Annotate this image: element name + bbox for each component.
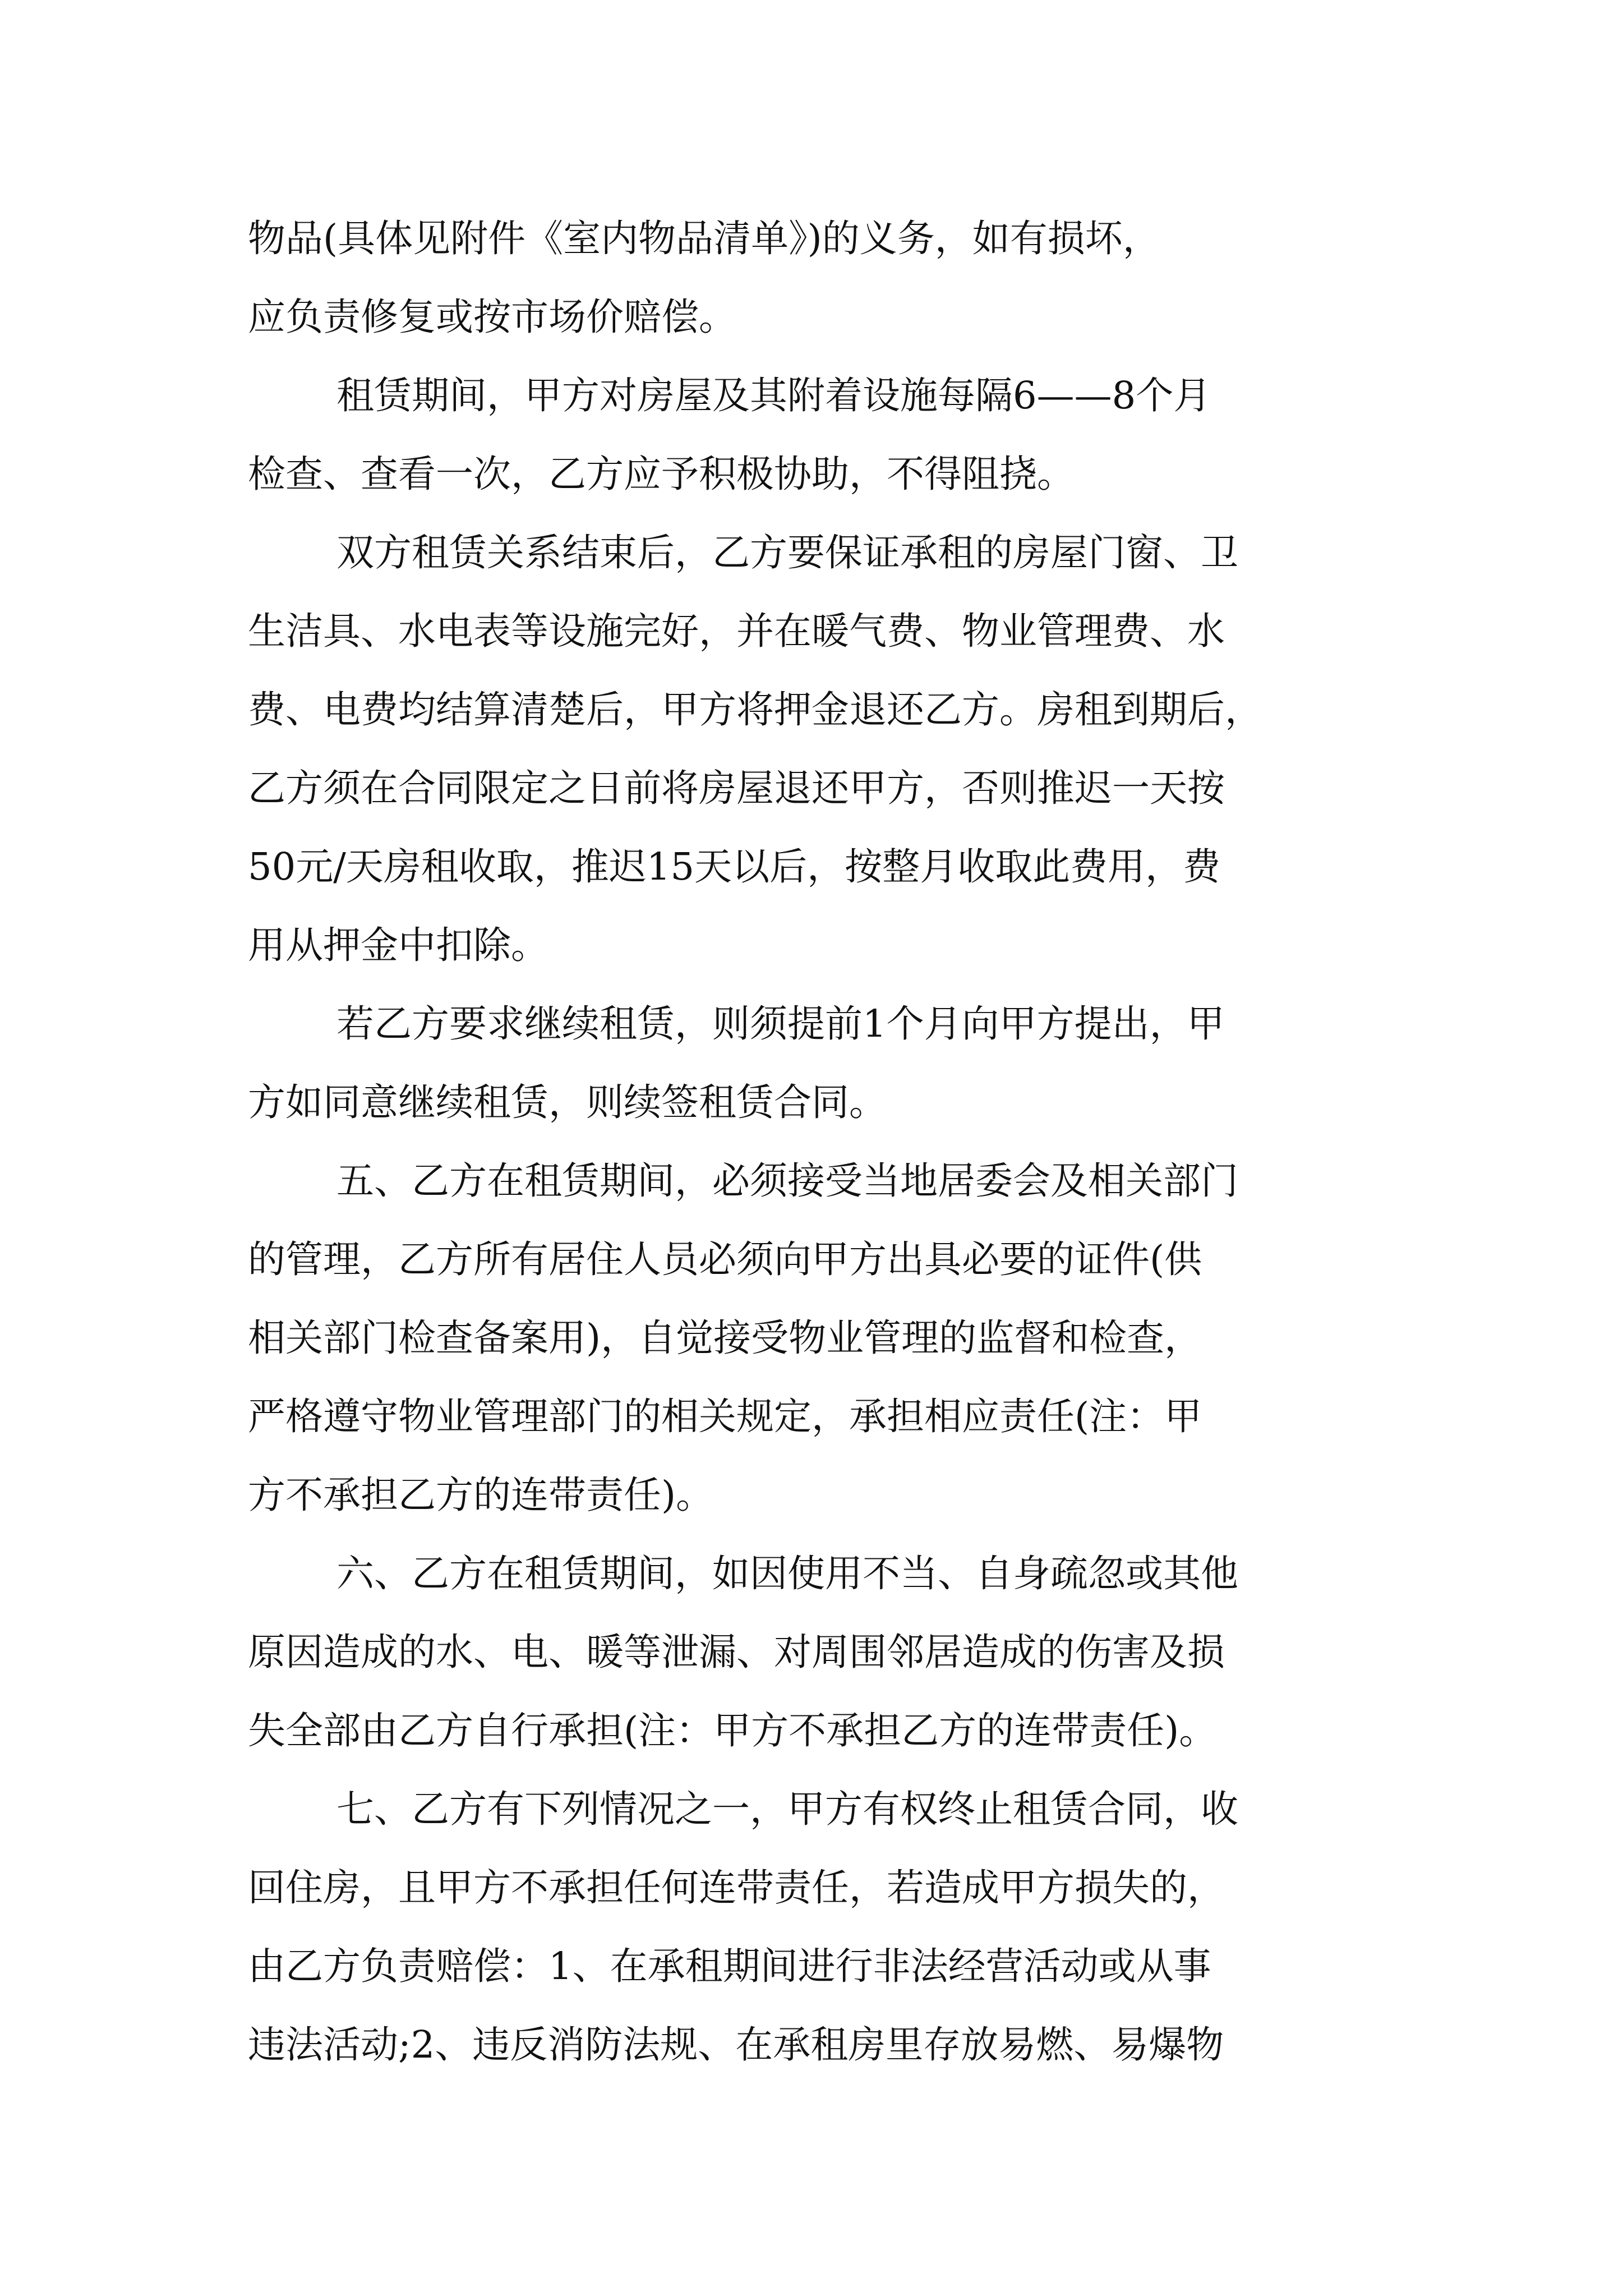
body-line-18: 六、乙方在租赁期间，如因使用不当、自身疏忽或其他 xyxy=(336,1552,1238,1595)
body-line-9: 50元/天房租收取，推迟15天以后，按整月收取此费用，费 xyxy=(248,845,1221,889)
body-line-24: 违法活动;2、违反消防法规、在承租房里存放易燃、易爆物 xyxy=(248,2023,1224,2067)
body-line-19: 原因造成的水、电、暖等泄漏、对周围邻居造成的伤害及损 xyxy=(248,1630,1225,1674)
body-line-17: 方不承担乙方的连带责任)。 xyxy=(248,1473,714,1517)
body-line-16: 严格遵守物业管理部门的相关规定，承担相应责任(注：甲 xyxy=(248,1395,1202,1438)
body-line-10: 用从押金中扣除。 xyxy=(248,923,548,967)
body-line-15: 相关部门检查备案用)，自觉接受物业管理的监督和检查， xyxy=(248,1316,1202,1360)
body-line-5: 双方租赁关系结束后，乙方要保证承租的房屋门窗、卫 xyxy=(336,531,1238,574)
body-line-20: 失全部由乙方自行承担(注：甲方不承担乙方的连带责任)。 xyxy=(248,1709,1217,1752)
body-line-23: 由乙方负责赔偿：1、在承租期间进行非法经营活动或从事 xyxy=(248,1944,1211,1988)
body-line-12: 方如同意继续租赁，则续签租赁合同。 xyxy=(248,1080,887,1124)
body-line-14: 的管理，乙方所有居住人员必须向甲方出具必要的证件(供 xyxy=(248,1237,1202,1281)
body-line-22: 回住房，且甲方不承担任何连带责任，若造成甲方损失的， xyxy=(248,1866,1225,1910)
body-line-1: 物品(具体见附件《室内物品清单》)的义务，如有损坏， xyxy=(248,217,1160,260)
body-line-8: 乙方须在合同限定之日前将房屋退还甲方，否则推迟一天按 xyxy=(248,766,1225,810)
body-line-21: 七、乙方有下列情况之一，甲方有权终止租赁合同，收 xyxy=(336,1787,1238,1831)
body-line-3: 租赁期间，甲方对房屋及其附着设施每隔6——8个月 xyxy=(336,374,1211,417)
body-line-13: 五、乙方在租赁期间，必须接受当地居委会及相关部门 xyxy=(336,1159,1238,1203)
body-line-2: 应负责修复或按市场价赔偿。 xyxy=(248,295,736,339)
body-line-6: 生洁具、水电表等设施完好，并在暖气费、物业管理费、水 xyxy=(248,609,1225,653)
body-line-4: 检查、查看一次，乙方应予积极协助，不得阻挠。 xyxy=(248,452,1075,496)
body-line-11: 若乙方要求继续租赁，则须提前1个月向甲方提出，甲 xyxy=(336,1002,1225,1046)
body-line-7: 费、电费均结算清楚后，甲方将押金退还乙方。房租到期后， xyxy=(248,688,1262,731)
